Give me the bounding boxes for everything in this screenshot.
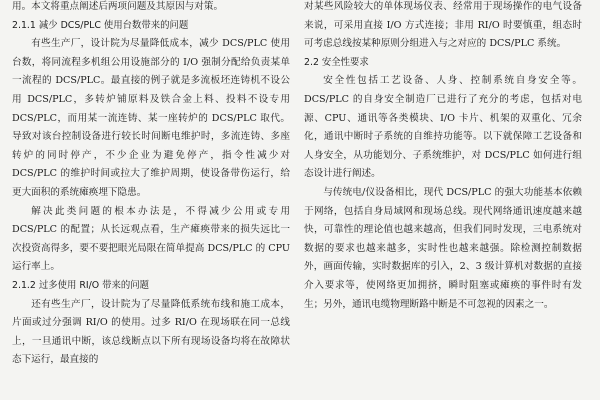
section-heading: 2.1.2 过多使用 RI/O 带来的问题 <box>12 279 149 291</box>
right-column <box>304 0 582 314</box>
paragraph: 还有些生产厂，设计院为了尽量降低系统布线和施工成本，片面或过分强调 RI/O 的使用。过多 RI/O 在现场联在同一总线上，一旦通讯中断，该总线断点以下所有现场设备均将在故障状态下运行，最直接的 <box>12 298 290 366</box>
section-heading: 2.1.1 减少 DCS/PLC 使用台数带来的问题 <box>12 19 189 31</box>
paragraph: 对某些风险较大的单体现场仪表、经常用于现场操作的电气设备来说，可采用直接 I/O 方式连接；非用 RI/O 时要慎重，组态时可考虑总线按某种原则分组进入与之对应的 DCS/PLC 系统。 <box>304 1 582 50</box>
paragraph: 安全性包括工艺设备、人身、控制系统自身安全等。DCS/PLC 的自身安全制造厂已进行了充分的考虑，包括对电源、CPU、通讯等各类模块、I/O 卡片、机架的双重化、冗余化，通讯中断时子系统的自维持功能等。以下就保障工艺设备和人身安全，从功能划分、子系统维护，对 DCS/PLC 如何进行组态设计进行阐述。 <box>304 75 582 180</box>
paragraph: 有些生产厂，设计院为尽量降低成本，减少 DCS/PLC 使用台数，将同流程多机组公用设施部分的 I/O 强制分配给负责某单一流程的 DCS/PLC。最直接的例子就是多流板坯连铸机不设公用 DCS/PLC，多转炉铺原料及铁合金上料、投料不设专用 DCS/PLC，而用某一流连铸、某一座转炉的 DCS/PLC 取代。导致对该台控制设备进行较长时间断电维护时，多流连铸、多座转炉的同时停产，不少企业为避免停产，指令性减少对 DCS/PLC 的维护时间或拉大了维护周期，使设备带伤运行，给更大面积的系统瘫痪埋下隐患。 <box>12 38 290 198</box>
paragraph: 解决此类问题的根本办法是，不得减少公用或专用 DCS/PLC 的配置；从长远观点看，生产瘫痪带来的损失远比一次投资高得多，要不要把眼光局限在简单提高 DCS/PLC 的 CPU 运行率上。 <box>12 205 290 273</box>
paragraph: 与传统电/仪设备相比，现代 DCS/PLC 的强大功能基本依赖于网络，包括自身局域网和现场总线。现代网络通讯速度越来越快，可靠性的理论值也越来越高，但我们同时发现，三电系统对数据的要求也越来越多，实时性也越来越强。除检测控制数据外，画面传输，实时数据库的引入，2、3 级计算机对数据的直接介入要求等，使网络更加拥挤，瞬时阻塞或瘫痪的事件时有发生；另外，通讯电缆物理断路中断是不可忽视的因素之一。 <box>304 186 582 310</box>
section-heading: 2.2 安全性要求 <box>304 56 369 68</box>
left-column <box>12 0 290 370</box>
paragraph: 用。本文将重点阐述后两项问题及其原因与对策。 <box>12 1 224 12</box>
